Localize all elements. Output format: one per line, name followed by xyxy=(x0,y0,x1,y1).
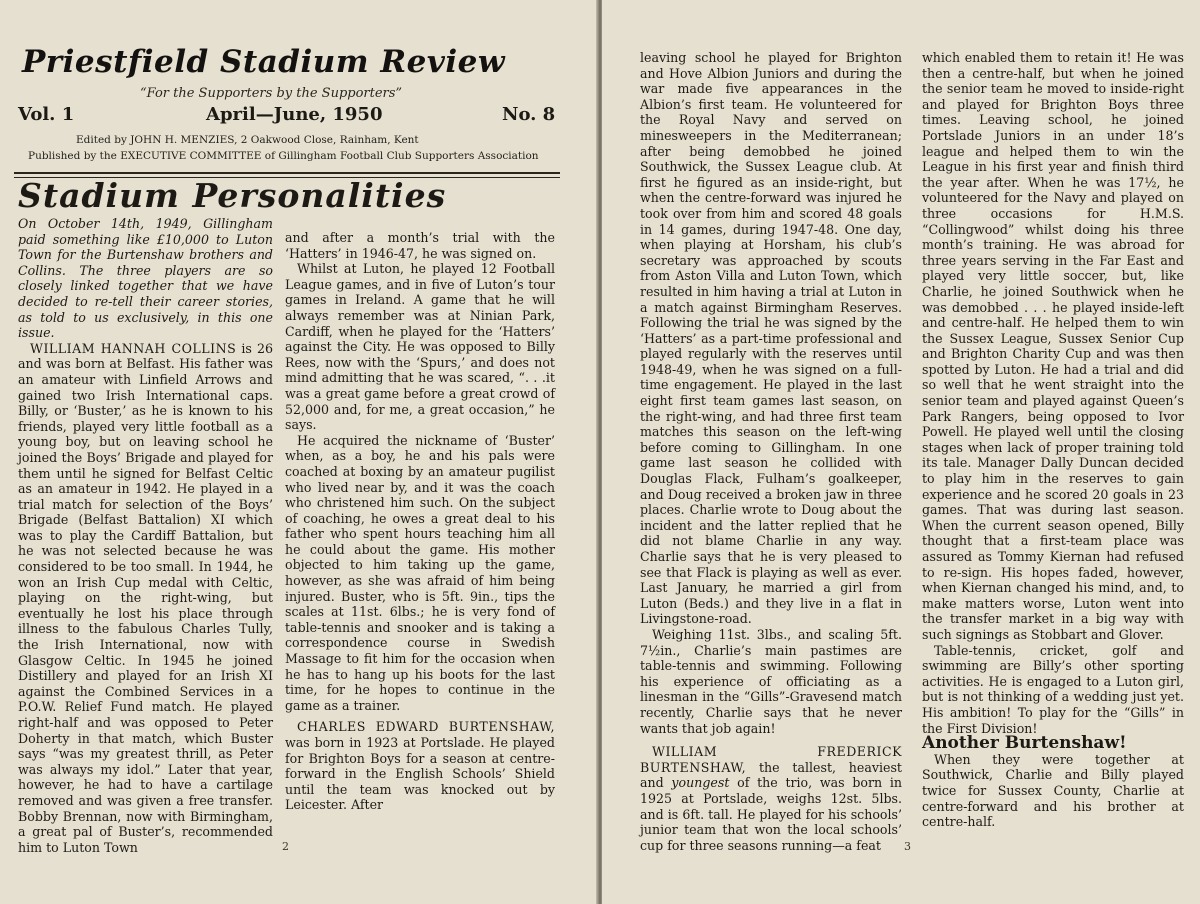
section-title: Stadium Personalities xyxy=(18,176,447,215)
article-column-4 xyxy=(922,50,1184,850)
right-page xyxy=(602,0,1200,904)
charles-paragraph-1: CHARLES EDWARD BURTENSHAW, was born in 1923 at Portslade. He played for Brighton Boys for a season at centre-forward in the English Schools’ Shield until the team was knocked out by Leicester. After xyxy=(285,719,555,813)
article-column-2 xyxy=(285,230,555,830)
william-paragraph-3: Table-tennis, cricket, golf and swimming are Billy’s other sporting activities. He is engaged to a Luton girl, but is not thinking of a wedding just yet. His ambition! To play for the “Gills” in the First Division! xyxy=(922,642,1184,736)
charles-paragraph-2: leaving school he played for Brighton and Hove Albion Juniors and during the war made five appearances in the Albion’s first team. He volunteered for the Royal Navy and served on minesweepers in the Mediterranean; after being demobbed he joined Southwick, the Sussex League club. At first he figured as an inside-right, but when the centre-forward was injured he took over from him and scored 48 goals in 14 games, during 1947-48. One day, when playing at Horsham, his club’s secretary was approached by scouts from Aston Villa and Luton Town, which resulted in him having a trial at Luton in a match against Birmingham Reserves. Following the trial he was signed by the ‘Hatters’ as a part-time professional and played regularly with the reserves until 1948-49, when he was signed on a full-time engagement. He played in the last eight first team games last season, on the right-wing, and had three first team matches this season on the left-wing before coming to Gillingham. In one game last season he collided with Douglas Flack, Fulham’s goalkeeper, and Doug received a broken jaw in three places. Charlie wrote to Doug about the incident and the latter replied that he did not blame Charlie in any way. Charlie says that he is very pleased to see that Flack is playing as well as ever. Last January, he married a girl from Luton (Beds.) and they live in a flat in Livingstone-road. xyxy=(640,50,902,627)
page-number-left: 2 xyxy=(282,840,289,853)
issue-dates: April—June, 1950 xyxy=(206,104,383,125)
william-name: WILLIAM FREDERICK BURTENSHAW, xyxy=(640,744,902,775)
article-column-3 xyxy=(640,50,902,853)
masthead-tagline: “For the Supporters by the Supporters” xyxy=(140,86,403,101)
collins-name: WILLIAM HANNAH COLLINS xyxy=(30,340,237,356)
sub-heading: Another Burtenshaw! xyxy=(922,733,1127,754)
collins-paragraph-4: He acquired the nickname of ‘Buster’ when, as a boy, he and his pals were coached at boxing by an amateur pugilist who lived near by, and it was the coach who christened him such. On the subject of coaching, he owes a great deal to his father who spent hours teaching him all he could about the game. His mother objected to him taking up the game, however, as she was afraid of him being injured. Buster, who is 5ft. 9in., tips the scales at 11st. 6lbs.; he is very fond of table-tennis and snooker and is taking a correspondence course in Swedish Massage to fit him for the occasion when he has to hang up his boots for the last time, for he hopes to continue in the game as a trainer. xyxy=(285,432,555,713)
issue-number: No. 8 xyxy=(502,104,556,125)
collins-paragraph-1: WILLIAM HANNAH COLLINS is 26 and was born at Belfast. His father was an amateur with Linfield Arrows and gained two Irish International caps. Billy, or ‘Buster,’ as he is known to his friends, played very little football as a young boy, but on leaving school he joined the Boys’ Brigade and played for them until he signed for Belfast Celtic as an amateur in 1942. He played in a trial match for selection of the Boys’ Brigade (Belfast Battalion) XI which was to play the Cardiff Battalion, but he was not selected because he was considered to be too small. In 1944, he won an Irish Cup medal with Celtic, playing on the right-wing, but eventually he lost his place through illness to the fabulous Charles Tully, the Irish International, now with Glasgow Celtic. In 1945 he joined Distillery and played for an Irish XI against the Combined Services in a P.O.W. Relief Fund match. He played right-half and was opposed to Peter Doherty in that match, which Buster says “was my greatest thrill, as Peter was always my idol.” Later that year, however, he had to have a cartilage removed and was given a free transfer. Bobby Brennan, now with Birmingham, a great pal of Buster’s, recommended him to Luton Town xyxy=(18,340,273,855)
publisher-line: Published by the EXECUTIVE COMMITTEE of Gillingham Football Club Supporters Association xyxy=(28,150,539,162)
masthead-title: Priestfield Stadium Review xyxy=(22,44,506,80)
collins-paragraph-3: Whilst at Luton, he played 12 Football League games, and in five of Luton’s tour games in Ireland. A game that he will always remember was at Ninian Park, Cardiff, when he played for the ‘Hatters’ against the City. He was opposed to Billy Rees, now with the ‘Spurs,’ and does not mind admitting that he was scared, “. . .it was a great game before a great crowd of 52,000 and, for me, a great occasion,” he says. xyxy=(285,261,555,433)
collins-paragraph-2: and after a month’s trial with the ‘Hatters’ in 1946-47, he was signed on. xyxy=(285,230,555,261)
article-intro: On October 14th, 1949, Gillingham paid something like £10,000 to Luton Town for the Burtenshaw brothers and Collins. The three players are so closely linked together that we have decided to re-tell their career stories, as told to us exclusively, in this one issue. xyxy=(18,216,273,341)
article-column-1 xyxy=(18,216,273,855)
william-paragraph-1: WILLIAM FREDERICK BURTENSHAW, the tallest, heaviest and youngest of the trio, was born in 1925 at Portslade, weighs 12st. 5lbs. and is 6ft. tall. He played for his schools’ junior team that won the local schools’ cup for three seasons running—a feat xyxy=(640,744,902,853)
william-paragraph-2: which enabled them to retain it! He was then a centre-half, but when he joined the senior team he moved to inside-right and played for Brighton Boys three times. Leaving school, he joined Portslade Juniors in an under 18’s league and helped them to win the League in his first year and finish third the year after. When he was 17½, he volunteered for the Navy and played on three occasions for H.M.S. “Collingwood” whilst doing his three month’s training. He was abroad for three years serving in the Far East and played very little soccer, but, like Charlie, he joined Southwick when he was demobbed . . . he played inside-left and centre-half. He helped them to win the Sussex League, Sussex Senior Cup and Brighton Charity Cup and was then spotted by Luton. He had a trial and did so well that he went straight into the senior team and played against Queen’s Park Rangers, being opposed to Ivor Powell. He played well until the closing stages when lack of proper training told its tale. Manager Dally Duncan decided to play him in the reserves to gain experience and he scored 20 goals in 23 games. That was during last season. When the current season opened, Billy thought that a first-team place was assured as Tommy Kiernan had refused to re-sign. His hopes faded, however, when Kiernan changed his mind, and, to make matters worse, Luton went into the transfer market in a big way with such signings as Stobbart and Glover. xyxy=(922,50,1184,642)
sub-paragraph: When they were together at Southwick, Charlie and Billy played twice for Sussex County, Charlie at centre-forward and his brother at centre-half. xyxy=(922,751,1184,830)
charles-paragraph-3: Weighing 11st. 3lbs., and scaling 5ft. 7½in., Charlie’s main pastimes are table-tennis and swimming. Following his experience of officiating as a linesman in the “Gills”-Gravesend match recently, Charlie says that he never wants that job again! xyxy=(640,626,902,736)
editor-line: Edited by JOHN H. MENZIES, 2 Oakwood Close, Rainham, Kent xyxy=(76,134,419,146)
charles-name: CHARLES EDWARD BURTENSHAW, xyxy=(297,719,555,735)
page-number-right: 3 xyxy=(904,840,911,853)
volume-label: Vol. 1 xyxy=(18,104,75,125)
left-page xyxy=(0,0,598,904)
